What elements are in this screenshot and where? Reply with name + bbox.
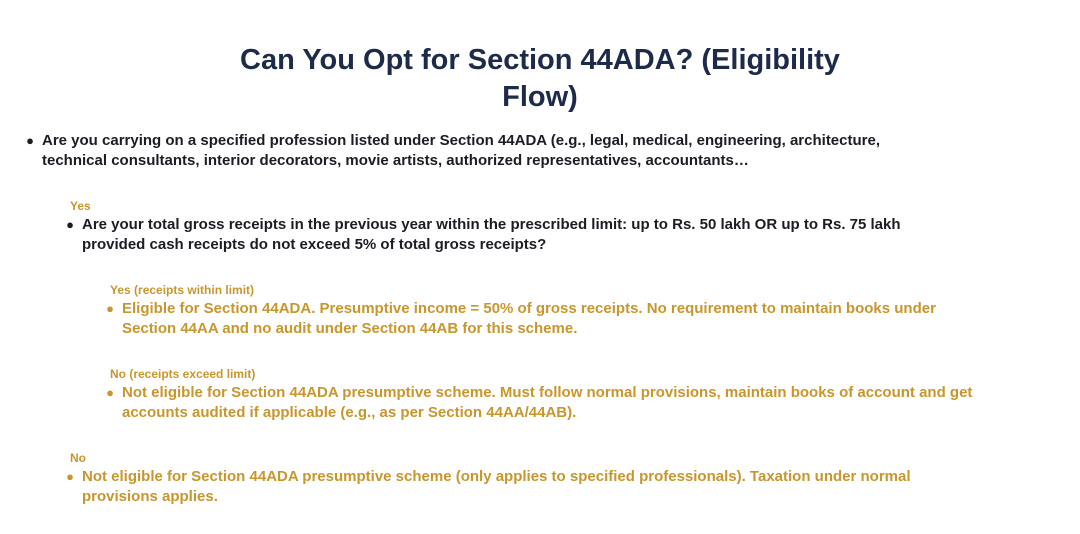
branch-label-within-limit: Yes (receipts within limit) <box>110 283 255 297</box>
bullet-icon: ● <box>66 217 74 232</box>
result-not-eligible-exceed-text: Not eligible for Section 44ADA presumptive scheme. Must follow normal provisions, maintain books of account and get accounts audited if applicable (e.g., as per Section 44AA/44AB). <box>122 384 973 421</box>
result-not-eligible-profession <box>64 467 914 507</box>
title-line-1: Can You Opt for Section 44ADA? (Eligibility <box>240 44 840 77</box>
bullet-icon: ● <box>106 301 114 316</box>
result-eligible <box>104 299 954 339</box>
bullet-icon: ● <box>66 469 74 484</box>
result-not-eligible-exceed <box>104 383 984 423</box>
result-eligible-text: Eligible for Section 44ADA. Presumptive income = 50% of gross receipts. No requirement to maintain books under Section 44AA and no audit under Section 44AB for this scheme. <box>122 300 936 337</box>
question-gross-receipts-text: Are your total gross receipts in the previous year within the prescribed limit: up to Rs. 50 lakh OR up to Rs. 75 lakh provided cash receipts do not exceed 5% of total gross receipts? <box>82 216 901 253</box>
bullet-icon: ● <box>106 385 114 400</box>
branch-label-no: No <box>70 451 86 465</box>
bullet-icon: ● <box>26 133 34 148</box>
page-title <box>0 42 1080 116</box>
question-specified-profession <box>24 131 904 171</box>
title-line-2: Flow) <box>502 81 578 114</box>
result-not-eligible-profession-text: Not eligible for Section 44ADA presumptive scheme (only applies to specified professionals). Taxation under normal provisions applies. <box>82 468 911 505</box>
question-gross-receipts <box>64 215 914 255</box>
question-specified-profession-text: Are you carrying on a specified profession listed under Section 44ADA (e.g., legal, medical, engineering, architecture, technical consultants, interior decorators, movie artists, authorized representatives, accountants… <box>42 132 881 169</box>
branch-label-yes: Yes <box>70 199 91 213</box>
branch-label-exceed-limit: No (receipts exceed limit) <box>110 367 256 381</box>
